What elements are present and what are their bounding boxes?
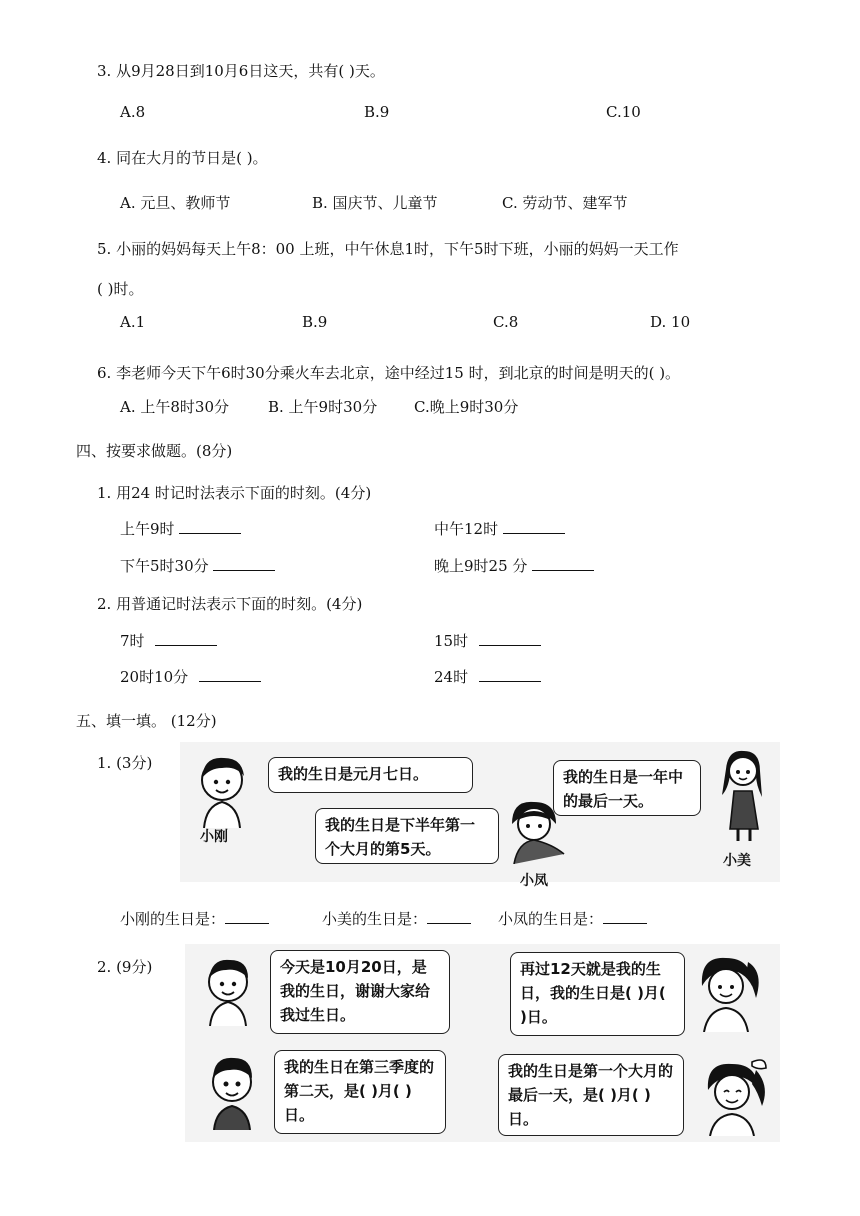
speech-bubble-xiaogang: 我的生日是元月七日。 [268,757,473,793]
q5-option-a: A.1 [120,313,146,331]
q6-option-b: B. 上午9时30分 [268,398,378,416]
s4-item-7: 20时10分 [120,666,261,687]
q5-option-d: D. 10 [650,313,691,331]
s5-p2-label: 2. (9分) [97,958,153,976]
answer-blank[interactable] [532,556,594,571]
q4-option-a: A. 元旦、教师节 [120,194,231,212]
q4-option-c: C. 劳动节、建军节 [502,194,628,212]
q5-option-b: B.9 [302,313,328,331]
s4-item-1: 上午9时 [120,518,241,539]
boy-1-illustration [198,952,258,1026]
girl-4-illustration [696,1056,770,1136]
q4-option-b: B. 国庆节、儿童节 [312,194,438,212]
speech-bubble-xiaofeng: 我的生日是下半年第一个大月的第5天。 [315,808,499,864]
section4-title: 四、按要求做题。(8分) [76,442,233,460]
q5-stem-cont: ( )时。 [97,280,144,298]
speech-bubble-p2-4: 我的生日是第一个大月的最后一天，是( )月( )日。 [498,1054,684,1136]
answer-xiaofeng: 小凤的生日是： [498,908,647,929]
answer-blank[interactable] [427,909,471,924]
q4-stem: 4. 同在大月的节日是( )。 [97,149,268,167]
speech-bubble-p2-1: 今天是10月20日，是我的生日，谢谢大家给我过生日。 [270,950,450,1034]
answer-blank[interactable] [155,631,217,646]
boy-3-illustration [202,1050,262,1130]
q6-option-c: C.晚上9时30分 [414,398,519,416]
answer-blank[interactable] [179,519,241,534]
boy-xiaogang-illustration [192,750,256,828]
s4-item-2: 中午12时 [434,518,565,539]
answer-blank[interactable] [603,909,647,924]
s5-p1-label: 1. (3分) [97,754,153,772]
answer-xiaomei: 小美的生日是： [322,908,471,929]
answer-blank[interactable] [479,667,541,682]
q5-stem: 5. 小丽的妈妈每天上午8：00 上班，中午休息1时，下午5时下班，小丽的妈妈一天工作 [97,240,679,258]
name-xiaogang: 小刚 [200,829,228,845]
answer-blank[interactable] [503,519,565,534]
answer-blank[interactable] [213,556,275,571]
speech-bubble-p2-2: 再过12天就是我的生日，我的生日是( )月( )日。 [510,952,685,1036]
answer-blank[interactable] [479,631,541,646]
s4-item-8: 24时 [434,666,541,687]
q3-stem: 3. 从9月28日到10月6日这天，共有( )天。 [97,62,385,80]
q6-stem: 6. 李老师今天下午6时30分乘火车去北京，途中经过15 时，到北京的时间是明天的( )。 [97,364,681,382]
s4-item-6: 15时 [434,630,541,651]
q5-option-c: C.8 [493,313,519,331]
q3-option-a: A.8 [120,103,146,121]
name-xiaofeng: 小凤 [520,873,548,889]
name-xiaomei: 小美 [723,853,751,869]
girl-xiaomei-illustration [712,745,772,845]
speech-bubble-xiaomei: 我的生日是一年中的最后一天。 [553,760,701,816]
section4-sub2: 2. 用普通记时法表示下面的时刻。(4分) [97,595,363,613]
girl-xiaofeng-illustration [504,798,568,864]
q3-option-b: B.9 [364,103,390,121]
answer-blank[interactable] [199,667,261,682]
q3-option-c: C.10 [606,103,641,121]
s4-item-5: 7时 [120,630,217,651]
speech-bubble-p2-3: 我的生日在第三季度的第二天，是( )月( )日。 [274,1050,446,1134]
answer-blank[interactable] [225,909,269,924]
section4-sub1: 1. 用24 时记时法表示下面的时刻。(4分) [97,484,372,502]
section5-title: 五、填一填。 (12分) [76,712,217,730]
girl-2-illustration [690,952,764,1032]
s4-item-4: 晚上9时25 分 [434,555,594,576]
q6-option-a: A. 上午8时30分 [120,398,229,416]
answer-xiaogang: 小刚的生日是： [120,908,269,929]
s4-item-3: 下午5时30分 [120,555,275,576]
